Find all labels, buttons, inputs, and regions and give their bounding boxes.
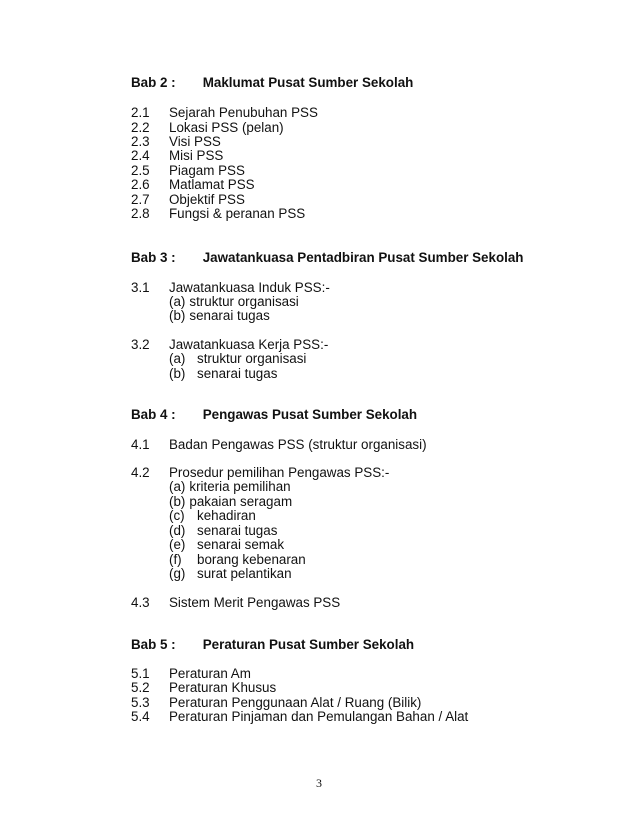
item-number: 5.2 [131, 680, 150, 695]
item-text: Jawatankuasa Kerja PSS:- [169, 337, 329, 352]
sub-item-label: (a) [169, 294, 186, 309]
chapter-heading [131, 250, 523, 265]
chapter-title: Maklumat Pusat Sumber Sekolah [202, 75, 414, 90]
sub-item-text: senarai tugas [197, 366, 278, 381]
sub-item [169, 552, 306, 567]
sub-item-label: (c) [169, 508, 185, 523]
sub-item-label: (d) [169, 523, 186, 538]
chapter-heading [131, 637, 414, 652]
sub-item-label: (e) [169, 537, 186, 552]
item-text: Visi PSS [169, 134, 221, 149]
item-text: Lokasi PSS (pelan) [169, 120, 284, 135]
chapter-number: Bab 5 : [131, 637, 176, 652]
chapter-heading [131, 75, 413, 90]
sub-item-label: (f) [169, 552, 182, 567]
sub-item-label: (b) [169, 494, 186, 509]
chapter-title: Jawatankuasa Pentadbiran Pusat Sumber Sekolah [202, 250, 524, 265]
sub-item-text: senarai tugas [189, 308, 270, 323]
item-number: 2.6 [131, 177, 150, 192]
sub-item-text: kriteria pemilihan [189, 479, 291, 494]
item-number: 2.2 [131, 120, 150, 135]
chapter-number: Bab 4 : [131, 407, 176, 422]
chapter-number: Bab 3 : [131, 250, 176, 265]
item-text: Sistem Merit Pengawas PSS [169, 595, 341, 610]
sub-item [169, 308, 270, 323]
item-number: 2.5 [131, 163, 150, 178]
item-number: 2.7 [131, 192, 150, 207]
item-text: Objektif PSS [169, 192, 245, 207]
sub-item-text: senarai semak [197, 537, 285, 552]
item-number: 3.2 [131, 337, 150, 352]
item-text: Badan Pengawas PSS (struktur organisasi) [169, 437, 427, 452]
item-number: 2.8 [131, 206, 150, 221]
sub-item-text: kehadiran [197, 508, 256, 523]
item-text: Fungsi & peranan PSS [169, 206, 306, 221]
item-number: 3.1 [131, 280, 150, 295]
sub-item-text: surat pelantikan [197, 566, 292, 581]
sub-item-label: (a) [169, 479, 186, 494]
item-text: Piagam PSS [169, 163, 245, 178]
chapter-title: Peraturan Pusat Sumber Sekolah [202, 637, 415, 652]
sub-item [169, 351, 306, 366]
sub-item-text: struktur organisasi [197, 351, 307, 366]
page-number: 3 [316, 776, 322, 790]
item-text: Matlamat PSS [169, 177, 255, 192]
sub-item [169, 294, 299, 309]
item-text: Misi PSS [169, 148, 224, 163]
chapter-number: Bab 2 : [131, 75, 176, 90]
item-text: Peraturan Am [169, 666, 251, 681]
item-number: 5.3 [131, 695, 150, 710]
item-text: Peraturan Khusus [169, 680, 277, 695]
item-text: Jawatankuasa Induk PSS:- [169, 280, 330, 295]
item-number: 2.4 [131, 148, 150, 163]
chapter-title: Pengawas Pusat Sumber Sekolah [202, 407, 418, 422]
sub-item-text: borang kebenaran [197, 552, 306, 567]
item-text: Peraturan Penggunaan Alat / Ruang (Bilik) [169, 695, 422, 710]
item-number: 4.1 [131, 437, 150, 452]
item-text: Sejarah Penubuhan PSS [169, 105, 318, 120]
sub-item-text: senarai tugas [197, 523, 278, 538]
sub-item [169, 366, 277, 381]
sub-item-label: (a) [169, 351, 186, 366]
item-text: Peraturan Pinjaman dan Pemulangan Bahan / Alat [169, 709, 469, 724]
item-number: 4.2 [131, 465, 150, 480]
sub-item-label: (b) [169, 308, 186, 323]
sub-item-label: (b) [169, 366, 186, 381]
sub-item-label: (g) [169, 566, 186, 581]
chapter-heading [131, 407, 417, 422]
item-number: 5.1 [131, 666, 150, 681]
sub-item [169, 566, 292, 581]
item-number: 4.3 [131, 595, 150, 610]
sub-item [169, 494, 292, 509]
sub-item [169, 508, 256, 523]
sub-item [169, 523, 277, 538]
sub-item [169, 537, 284, 552]
sub-item-text: struktur organisasi [189, 294, 299, 309]
item-number: 2.1 [131, 105, 150, 120]
item-number: 5.4 [131, 709, 150, 724]
item-text: Prosedur pemilihan Pengawas PSS:- [169, 465, 390, 480]
item-number: 2.3 [131, 134, 150, 149]
sub-item-text: pakaian seragam [189, 494, 293, 509]
sub-item [169, 479, 291, 494]
